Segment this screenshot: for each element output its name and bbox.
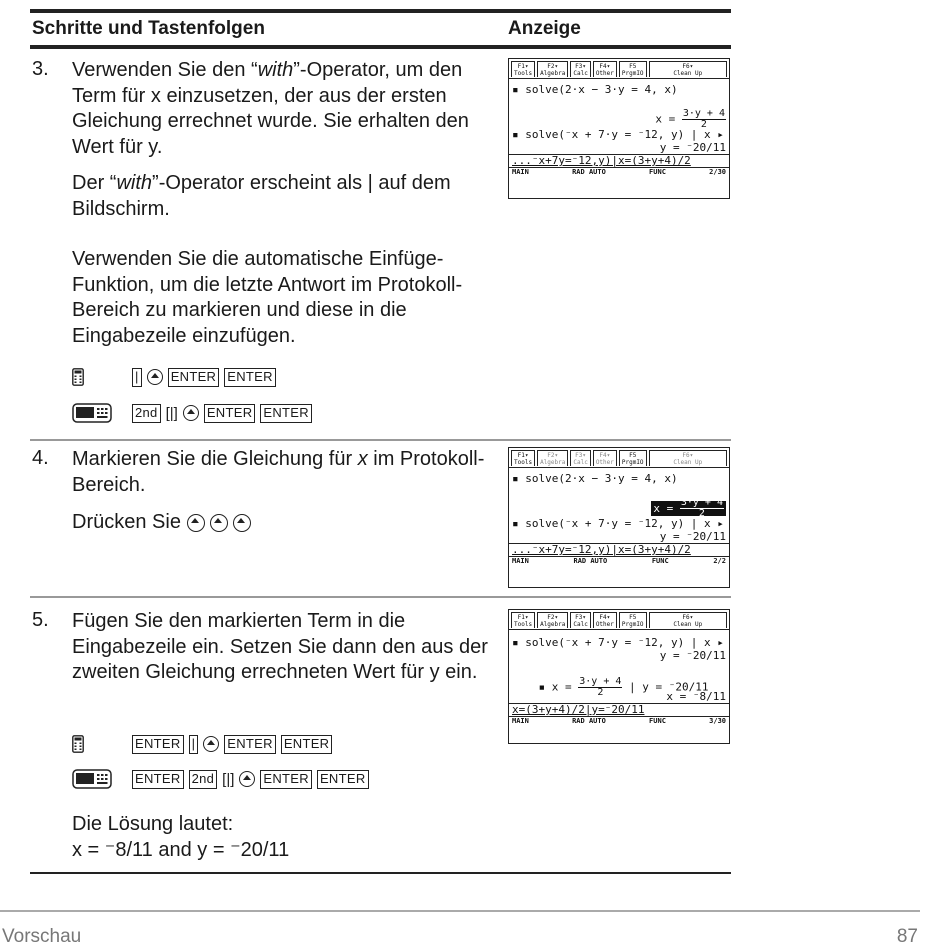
menu-f3: F3▾ Calc xyxy=(570,61,590,77)
step-5-result-value: x = ⁻8/11 and y = ⁻20/11 xyxy=(72,839,290,861)
line-with-y: | y = ⁻20/11 xyxy=(622,680,709,694)
step-4-text-1 xyxy=(72,447,502,498)
header-display: Anzeige xyxy=(508,18,581,39)
cursor-up-icon xyxy=(203,736,219,752)
menu-f1: F1▾ Tools xyxy=(511,612,535,628)
cursor-up-icon xyxy=(239,771,255,787)
highlight xyxy=(651,497,726,519)
cursor-up-icon xyxy=(147,369,163,385)
function-key-menu xyxy=(509,59,729,79)
step-3-calc-keys xyxy=(72,366,281,388)
key-enter: ENTER xyxy=(281,735,333,754)
step-4-text-1a: Markieren Sie die Gleichung für xyxy=(72,448,358,470)
step-3-text-3: Verwenden Sie die automatische Einfüge-Funktion, um die letzte Antwort im Protokoll-Bereich zu markieren und diese in die Eingabezeile einzufügen. xyxy=(72,248,463,347)
key-enter: ENTER xyxy=(224,735,276,754)
key-2nd: 2nd xyxy=(189,770,218,789)
status-bar xyxy=(509,716,729,726)
fraction-numerator: 3·y + 4 xyxy=(579,676,622,687)
keyboard-device-icon xyxy=(72,403,112,423)
step-5-calc-keys xyxy=(72,733,337,755)
entry-line: ...⁻x+7y=⁻12,y)|x=(3+y+4)/2 xyxy=(509,543,729,556)
status-mode: MAIN xyxy=(512,717,529,725)
history-result: y = ⁻20/11 xyxy=(659,141,726,154)
history-result-highlighted xyxy=(509,485,729,519)
fraction xyxy=(680,498,724,519)
calculator-icon xyxy=(72,368,84,386)
header-rule xyxy=(30,45,731,49)
calculator-screen-step-5 xyxy=(508,609,730,744)
key-bar: | xyxy=(189,735,199,754)
key-enter: ENTER xyxy=(132,770,184,789)
cursor-up-icon xyxy=(187,514,205,532)
step-5-keyboard-keys xyxy=(72,768,374,790)
step-3-text-1b: ”-Operator, um den Term für x einzusetzen, der aus der ersten Gleichung errechnet wurde. Sie erhalten den Wert für y. xyxy=(72,59,469,158)
history-line: ▪ solve(⁻x + 7·y = ⁻12, y) | x ▸ xyxy=(512,128,724,141)
menu-f6: F6▾ Clean Up xyxy=(649,450,727,466)
step-3-text-1 xyxy=(72,58,502,160)
calculator-icon xyxy=(72,735,84,753)
history-line: ▪ solve(⁻x + 7·y = ⁻12, y) | x ▸ xyxy=(512,636,724,649)
menu-f5: F5 PrgmIO xyxy=(619,612,647,628)
fraction-numerator: 3·y + 4 xyxy=(682,108,725,119)
key-2nd: 2nd xyxy=(132,404,161,423)
step-3-with-italic: with xyxy=(257,59,294,81)
menu-f5: F5 PrgmIO xyxy=(619,450,647,466)
calculator-screen-step-3 xyxy=(508,58,730,199)
menu-f6: F6▾ Clean Up xyxy=(649,612,727,628)
header-steps: Schritte und Tastenfolgen xyxy=(32,18,265,39)
history-line: ▪ solve(2·x − 3·y = 4, x) xyxy=(512,83,678,96)
step-5-result-label: Die Lösung lautet: xyxy=(72,813,234,835)
status-func: FUNC xyxy=(649,168,666,176)
status-count: 3/30 xyxy=(709,717,726,725)
line-x-label: ▪ x = xyxy=(538,680,579,694)
menu-f3: F3▾ Calc xyxy=(570,612,590,628)
step-3-text-2a: Der “ xyxy=(72,172,117,194)
step-5-number: 5. xyxy=(32,609,49,631)
divider-4-5 xyxy=(30,596,731,598)
status-func: FUNC xyxy=(651,557,669,565)
function-key-menu xyxy=(509,610,729,630)
page-number: 87 xyxy=(896,926,918,947)
status-angle: RAD AUTO xyxy=(572,168,606,176)
status-mode: MAIN xyxy=(512,168,529,176)
status-angle: RAD AUTO xyxy=(572,717,606,725)
history-result: y = ⁻20/11 xyxy=(659,649,726,662)
key-enter: ENTER xyxy=(204,404,256,423)
entry-line: ...⁻x+7y=⁻12,y)|x=(3+y+4)/2 xyxy=(509,154,729,167)
fraction xyxy=(682,109,726,130)
key-bar-bracket: [|] xyxy=(165,404,178,422)
step-4-press-label: Drücken Sie xyxy=(72,511,181,533)
step-4-number: 4. xyxy=(32,447,49,469)
history-result: x = ⁻8/11 xyxy=(666,690,726,703)
function-key-menu xyxy=(509,448,729,468)
step-3-text-1a: Verwenden Sie den “ xyxy=(72,59,258,81)
step-3-text-2b: ”-Operator erscheint als | auf dem Bildschirm. xyxy=(72,172,451,220)
menu-f4: F4▾ Other xyxy=(593,61,617,77)
step-4-text-2 xyxy=(72,510,502,536)
status-angle: RAD AUTO xyxy=(573,557,608,565)
key-enter: ENTER xyxy=(132,735,184,754)
step-4-x-italic: x xyxy=(357,448,368,470)
result-x-label: x = xyxy=(655,112,682,126)
fraction-denominator: 2 xyxy=(700,119,707,130)
step-3-with-italic-2: with xyxy=(116,172,153,194)
key-bar-bracket: [|] xyxy=(222,770,235,788)
history-result xyxy=(509,96,729,130)
menu-f2: F2▾ Algebra xyxy=(537,450,568,466)
step-3-number: 3. xyxy=(32,58,49,80)
status-count: 2/2 xyxy=(713,557,726,565)
history-line: ▪ solve(2·x − 3·y = 4, x) xyxy=(512,472,678,485)
menu-f1: F1▾ Tools xyxy=(511,61,535,77)
status-mode: MAIN xyxy=(512,557,529,565)
key-bar: | xyxy=(132,368,142,387)
result-x-label: x = xyxy=(653,501,680,515)
history-line: ▪ solve(⁻x + 7·y = ⁻12, y) | x ▸ xyxy=(512,517,724,530)
bottom-rule xyxy=(30,872,731,874)
status-bar xyxy=(509,556,729,566)
menu-f2: F2▾ Algebra xyxy=(537,61,568,77)
step-4-text-1b: im Protokoll-Bereich. xyxy=(72,448,485,496)
fraction-numerator: 3·y + 4 xyxy=(680,497,723,508)
calculator-screen-step-4 xyxy=(508,447,730,588)
keyboard-device-icon xyxy=(72,769,112,789)
footer-rule xyxy=(0,910,920,912)
status-bar xyxy=(509,167,729,177)
menu-f5: F5 PrgmIO xyxy=(619,61,647,77)
key-enter: ENTER xyxy=(317,770,369,789)
step-5-text-1: Fügen Sie den markierten Term in die Eingabezeile ein. Setzen Sie dann den aus der zweiten Gleichung errechneten Wert für y ein. xyxy=(72,610,488,683)
status-count: 2/30 xyxy=(709,168,726,176)
key-enter: ENTER xyxy=(168,368,220,387)
fraction-denominator: 2 xyxy=(597,687,604,698)
cursor-up-icon xyxy=(183,405,199,421)
fraction-denominator: 2 xyxy=(698,508,705,519)
key-enter: ENTER xyxy=(224,368,276,387)
menu-f4: F4▾ Other xyxy=(593,450,617,466)
menu-f6: F6▾ Clean Up xyxy=(649,61,727,77)
key-enter: ENTER xyxy=(260,770,312,789)
menu-f1: F1▾ Tools xyxy=(511,450,535,466)
history-result: y = ⁻20/11 xyxy=(659,530,726,543)
menu-f4: F4▾ Other xyxy=(593,612,617,628)
cursor-up-icon xyxy=(233,514,251,532)
menu-f3: F3▾ Calc xyxy=(570,450,590,466)
status-func: FUNC xyxy=(649,717,666,725)
footer-chapter: Vorschau xyxy=(2,926,82,947)
fraction xyxy=(578,677,622,698)
top-rule xyxy=(30,9,731,13)
menu-f2: F2▾ Algebra xyxy=(537,612,568,628)
cursor-up-icon xyxy=(210,514,228,532)
key-enter: ENTER xyxy=(260,404,312,423)
step-3-keyboard-keys xyxy=(72,402,317,424)
divider-3-4 xyxy=(30,439,731,441)
step-3-text-2 xyxy=(72,171,502,222)
entry-line: x=(3+y+4)/2|y=⁻20/11 xyxy=(509,703,729,716)
